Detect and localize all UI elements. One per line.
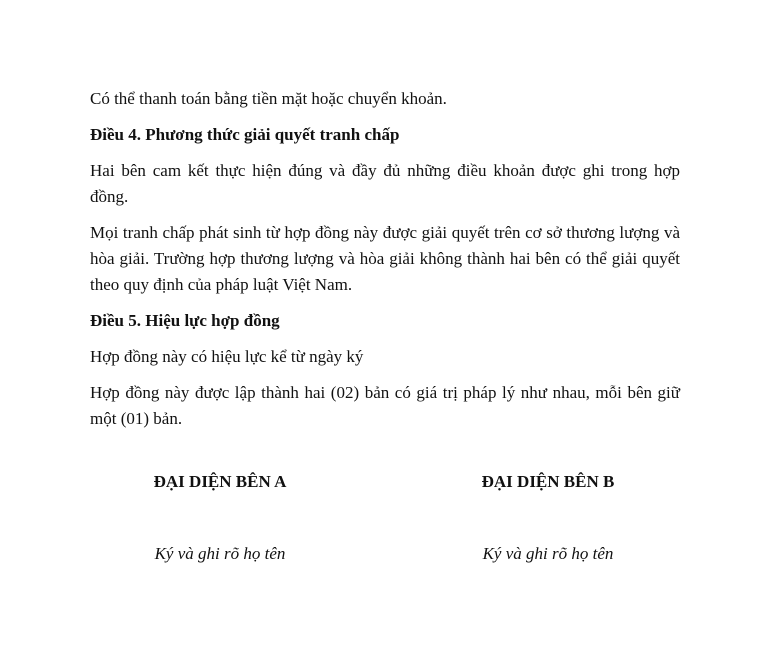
party-b-signature-block xyxy=(418,470,678,566)
article-4-heading: Điều 4. Phương thức giải quyết tranh chấp xyxy=(90,125,400,144)
dispute-resolution-text: Mọi tranh chấp phát sinh từ hợp đồng này được giải quyết trên cơ sở thương lượng và hòa giải. Trường hợp thương lượng và hòa giải không thành hai bên có thể giải quyết theo quy định của pháp luật Việt Nam. xyxy=(90,223,680,294)
party-a-signature-block xyxy=(90,470,350,566)
party-b-title: ĐẠI DIỆN BÊN B xyxy=(481,472,615,491)
effective-date-text: Hợp đồng này có hiệu lực kể từ ngày ký xyxy=(90,347,364,366)
commitment-text: Hai bên cam kết thực hiện đúng và đầy đủ những điều khoản được ghi trong hợp đồng. xyxy=(90,161,680,206)
copies-text: Hợp đồng này được lập thành hai (02) bản có giá trị pháp lý như nhau, mỗi bên giữ một (01) bản. xyxy=(90,383,680,428)
article-5-heading: Điều 5. Hiệu lực hợp đồng xyxy=(90,311,280,330)
party-a-sign-note: Ký và ghi rõ họ tên xyxy=(154,544,286,563)
payment-method-text: Có thể thanh toán bằng tiền mặt hoặc chuyển khoản. xyxy=(90,89,447,108)
signature-section xyxy=(0,470,768,580)
party-b-sign-note: Ký và ghi rõ họ tên xyxy=(482,544,614,563)
party-a-title: ĐẠI DIỆN BÊN A xyxy=(153,472,287,491)
contract-body xyxy=(90,86,680,442)
